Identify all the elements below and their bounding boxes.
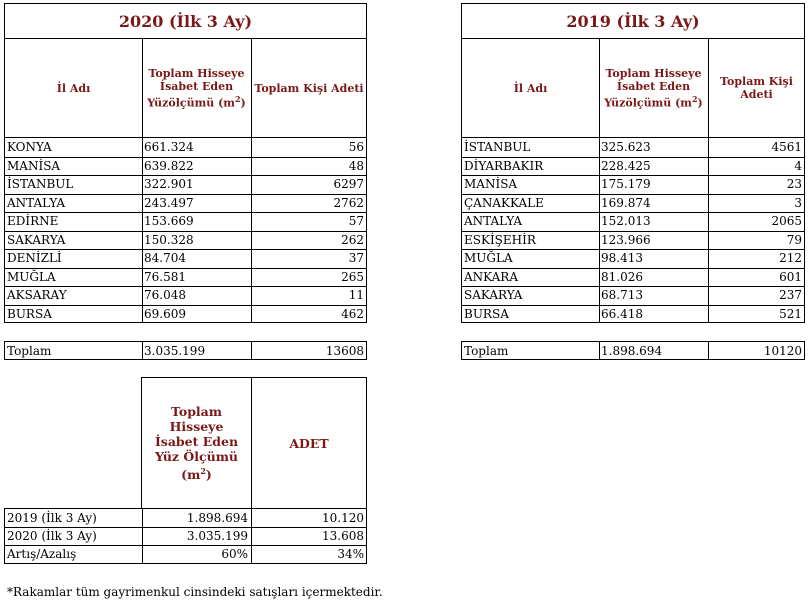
row-label: MUĞLA <box>464 251 513 265</box>
table-row <box>462 138 804 157</box>
column-header-il-adi: İl Adı <box>56 81 91 95</box>
total-label: Toplam <box>464 344 509 358</box>
row-count: 2762 <box>333 195 364 210</box>
row-area: 150.328 <box>144 232 194 247</box>
row-area: 175.179 <box>601 177 651 191</box>
column-header-yuzolcumu: Toplam Hisseye İsabet Eden Yüzölçümü $(m^2)$ <box>604 66 703 110</box>
total-area: 1.898.694 <box>601 344 663 358</box>
row-count: 3 <box>794 195 802 210</box>
row-area: 325.623 <box>601 140 651 154</box>
row-area: 69.609 <box>144 306 186 321</box>
row-area: 84.704 <box>144 251 186 265</box>
row-area: 639.822 <box>144 158 194 173</box>
row-count: 34% <box>337 547 364 561</box>
column-header-il-adi: İl Adı <box>513 81 548 95</box>
table-2020-total <box>4 341 367 360</box>
row-label: MANİSA <box>464 177 518 191</box>
row-label: MUĞLA <box>7 269 56 284</box>
row-count: 37 <box>348 251 364 265</box>
row-area: 169.874 <box>601 195 651 210</box>
row-label: MANİSA <box>7 158 61 173</box>
row-label: ANTALYA <box>7 195 66 210</box>
table-row <box>5 268 366 287</box>
total-label: Toplam <box>7 344 52 358</box>
row-area: 76.048 <box>144 288 186 302</box>
table-row <box>5 194 366 213</box>
comparison-header <box>141 377 367 509</box>
row-area: 661.324 <box>144 140 194 154</box>
row-area: 123.966 <box>601 232 651 247</box>
row-label: 2020 (İlk 3 Ay) <box>7 529 97 543</box>
table-row <box>5 305 366 324</box>
row-label: ANKARA <box>464 269 519 284</box>
column-header-adet: ADET <box>289 435 329 451</box>
table-row <box>462 305 804 324</box>
footnote: *Rakamlar tüm gayrimenkul cinsindeki satışları içermektedir. <box>7 585 383 599</box>
row-count: 262 <box>341 232 364 247</box>
table-2020-title: 2020 (İlk 3 Ay) <box>4 3 367 39</box>
table-row <box>462 286 804 305</box>
table-row <box>462 175 804 194</box>
table-row <box>5 157 366 176</box>
table-row <box>462 194 804 213</box>
table-row <box>5 286 366 305</box>
table-row <box>462 231 804 250</box>
table-row <box>5 231 366 250</box>
row-area: 60% <box>221 547 248 561</box>
row-count: 11 <box>348 288 364 302</box>
row-count: 212 <box>779 251 802 265</box>
comparison-body <box>4 508 367 564</box>
table-row <box>5 249 366 268</box>
row-label: BURSA <box>464 306 509 321</box>
total-area: 3.035.199 <box>144 344 206 358</box>
row-area: 3.035.199 <box>186 529 248 543</box>
row-label: İSTANBUL <box>464 140 531 154</box>
table-row <box>462 212 804 231</box>
table-row <box>5 138 366 157</box>
row-area: 243.497 <box>144 195 194 210</box>
row-label: SAKARYA <box>7 232 66 247</box>
row-count: 13.608 <box>322 529 364 543</box>
row-area: 1.898.694 <box>186 511 248 525</box>
row-area: 322.901 <box>144 177 194 191</box>
row-area: 68.713 <box>601 288 643 302</box>
row-count: 57 <box>348 214 364 228</box>
row-area: 76.581 <box>144 269 186 284</box>
row-count: 23 <box>786 177 802 191</box>
row-label: DENİZLİ <box>7 251 62 265</box>
row-count: 4 <box>794 158 802 173</box>
table-row <box>5 175 366 194</box>
row-count: 10.120 <box>322 511 364 525</box>
row-label: KONYA <box>7 140 52 154</box>
row-count: 6297 <box>333 177 364 191</box>
row-label: SAKARYA <box>464 288 523 302</box>
row-label: ESKİŞEHİR <box>464 232 536 247</box>
row-area: 98.413 <box>601 251 643 265</box>
table-2020-header <box>4 38 367 138</box>
row-count: 2065 <box>771 214 802 228</box>
row-count: 56 <box>348 140 364 154</box>
column-header-kisi-adeti: Toplam Kişi Adeti <box>254 81 364 95</box>
row-area: 66.418 <box>601 306 643 321</box>
table-2019-header <box>461 38 805 138</box>
total-count: 10120 <box>763 344 802 358</box>
row-label: ÇANAKKALE <box>464 195 544 210</box>
table-2019-body <box>461 137 805 323</box>
table-2020-body <box>4 137 367 323</box>
row-label: BURSA <box>7 306 52 321</box>
table-row <box>5 545 366 563</box>
row-count: 48 <box>348 158 364 173</box>
table-2019-total <box>461 341 805 360</box>
column-header-yuzolcumu: Toplam Hisseye İsabet Eden Yüzölçümü $(m^2)$ <box>147 66 246 110</box>
table-row <box>462 157 804 176</box>
row-label: Artış/Azalış <box>7 547 77 561</box>
row-count: 237 <box>779 288 802 302</box>
row-area: 153.669 <box>144 214 194 228</box>
table-row <box>5 212 366 231</box>
row-count: 265 <box>341 269 364 284</box>
row-label: İSTANBUL <box>7 177 74 191</box>
row-count: 79 <box>786 232 802 247</box>
row-area: 152.013 <box>601 214 651 228</box>
table-row <box>5 527 366 545</box>
row-count: 521 <box>779 306 802 321</box>
row-label: 2019 (İlk 3 Ay) <box>7 511 97 525</box>
table-row <box>462 268 804 287</box>
column-header-yuzolcumu: Toplam Hisseye İsabet Eden Yüz Ölçümü $(m^2)$ <box>154 403 239 483</box>
row-area: 228.425 <box>601 158 651 173</box>
table-row <box>5 509 366 527</box>
row-count: 601 <box>779 269 802 284</box>
row-count: 4561 <box>771 140 802 154</box>
row-label: EDİRNE <box>7 214 59 228</box>
row-area: 81.026 <box>601 269 643 284</box>
row-label: DİYARBAKIR <box>464 158 544 173</box>
row-count: 462 <box>341 306 364 321</box>
row-label: ANTALYA <box>464 214 523 228</box>
column-header-kisi-adeti: Toplam Kişi Adeti <box>720 75 793 101</box>
table-2019-title: 2019 (İlk 3 Ay) <box>461 3 805 39</box>
table-row <box>462 249 804 268</box>
total-count: 13608 <box>325 344 364 358</box>
row-label: AKSARAY <box>7 288 67 302</box>
